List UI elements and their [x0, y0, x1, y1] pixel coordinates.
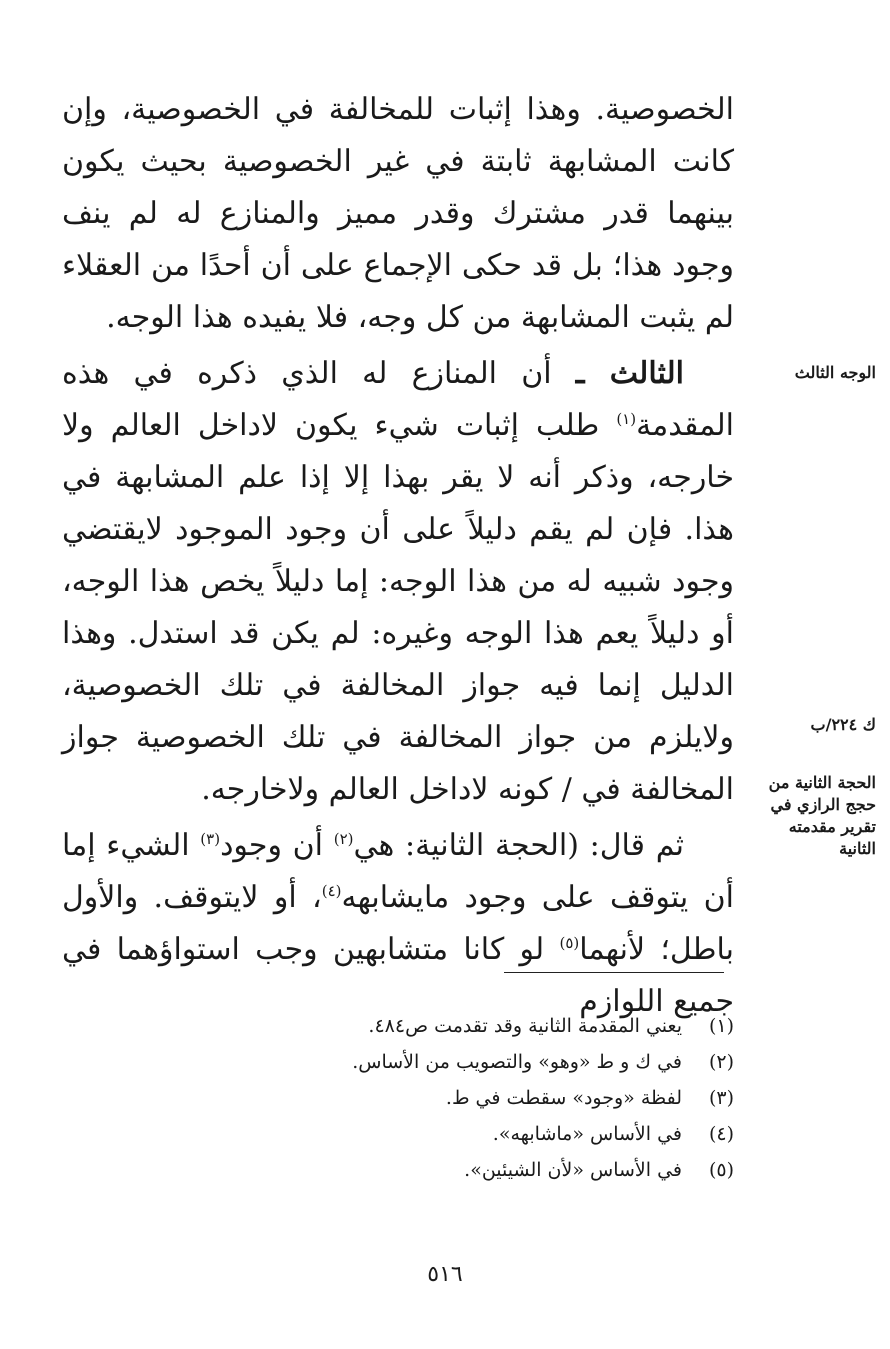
footnotes-list	[300, 1008, 734, 1188]
main-text	[62, 84, 734, 1032]
page-number: ٥١٦	[427, 1262, 463, 1287]
footnote-ref-3[interactable]: (٣)	[200, 830, 221, 848]
footnote-ref-1[interactable]: (١)	[616, 410, 637, 428]
paragraph-2-heading: الثالث ـ	[575, 356, 684, 391]
margin-note-manuscript-folio: ك ٢٢٤/ب	[810, 715, 876, 734]
footnote-1	[300, 1008, 734, 1044]
footnote-separator	[504, 972, 724, 973]
paragraph-2-text-b: طلب إثبات شيء يكون لاداخل العالم ولا خارجه، وذكر أنه لا يقر بهذا إلا إذا علم المشابهة في هذا. فإن لم يقم دليلاً على أن وجود الموجود لايقتضي وجود شبيه له من هذا الوجه: إما دليلاً يخص هذا الوجه، أو دليلاً يعم هذا الوجه وغيره: لم يكن قد استدل. وهذا الدليل إنما فيه جواز المخالفة في تلك الخصوصية، ولايلزم من جواز المخالفة في تلك الخصوصية جواز المخالفة في / كونه لاداخل العالم ولاخارجه.	[62, 408, 734, 807]
margin-note-third-aspect: الوجه الثالث	[794, 363, 876, 382]
footnote-4	[300, 1116, 734, 1152]
footnote-number: (٤)	[708, 1123, 734, 1145]
footnote-text: في الأساس «ماشابهه».	[492, 1123, 682, 1145]
paragraph-3-text-a: ثم قال: (الحجة الثانية: هي	[353, 828, 685, 863]
footnote-ref-5[interactable]: (٥)	[559, 934, 580, 952]
footnote-5	[300, 1152, 734, 1188]
footnote-text: في الأساس «لأن الشيئين».	[464, 1159, 682, 1181]
paragraph-2-text-a: أن المنازع له الذي ذكره في هذه المقدمة	[62, 356, 734, 443]
footnote-number: (٢)	[708, 1051, 734, 1073]
footnote-number: (١)	[708, 1015, 734, 1037]
margin-note-second-argument: الحجة الثانية من حجج الرازي في تقرير مقدمته الثانية	[768, 773, 876, 858]
footnote-text: في ك و ط «وهو» والتصويب من الأساس.	[352, 1051, 682, 1073]
paragraph-3-text-e: لو كانا متشابهين وجب استواؤهما في جميع اللوازم	[62, 932, 734, 1019]
paragraph-3	[62, 820, 734, 1028]
paragraph-2	[62, 348, 734, 816]
footnote-ref-2[interactable]: (٢)	[333, 830, 354, 848]
footnote-number: (٥)	[708, 1159, 734, 1181]
paragraph-1	[62, 84, 734, 344]
footnote-3	[300, 1080, 734, 1116]
footnote-text: لفظة «وجود» سقطت في ط.	[445, 1087, 682, 1109]
footnote-text: يعني المقدمة الثانية وقد تقدمت ص٤٨٤.	[368, 1015, 682, 1037]
footnote-ref-4[interactable]: (٤)	[321, 882, 342, 900]
footnote-2	[300, 1044, 734, 1080]
paragraph-3-text-b: أن وجود	[220, 828, 334, 863]
paragraph-1-text: الخصوصية. وهذا إثبات للمخالفة في الخصوصية، وإن كانت المشابهة ثابتة في غير الخصوصية بحيث يكون بينهما قدر مشترك وقدر مميز والمنازع له لم ينف وجود هذا؛ بل قد حكى الإجماع على أن أحدًا من العقلاء لم يثبت المشابهة من كل وجه، فلا يفيده هذا الوجه.	[62, 92, 734, 335]
paragraph-3-text-c: الشيء إما أن يتوقف على وجود مايشابهه	[62, 828, 734, 915]
paragraph-3-text-d: ، أو لايتوقف. والأول باطل؛ لأنهما	[62, 880, 734, 967]
footnote-number: (٣)	[708, 1087, 734, 1109]
